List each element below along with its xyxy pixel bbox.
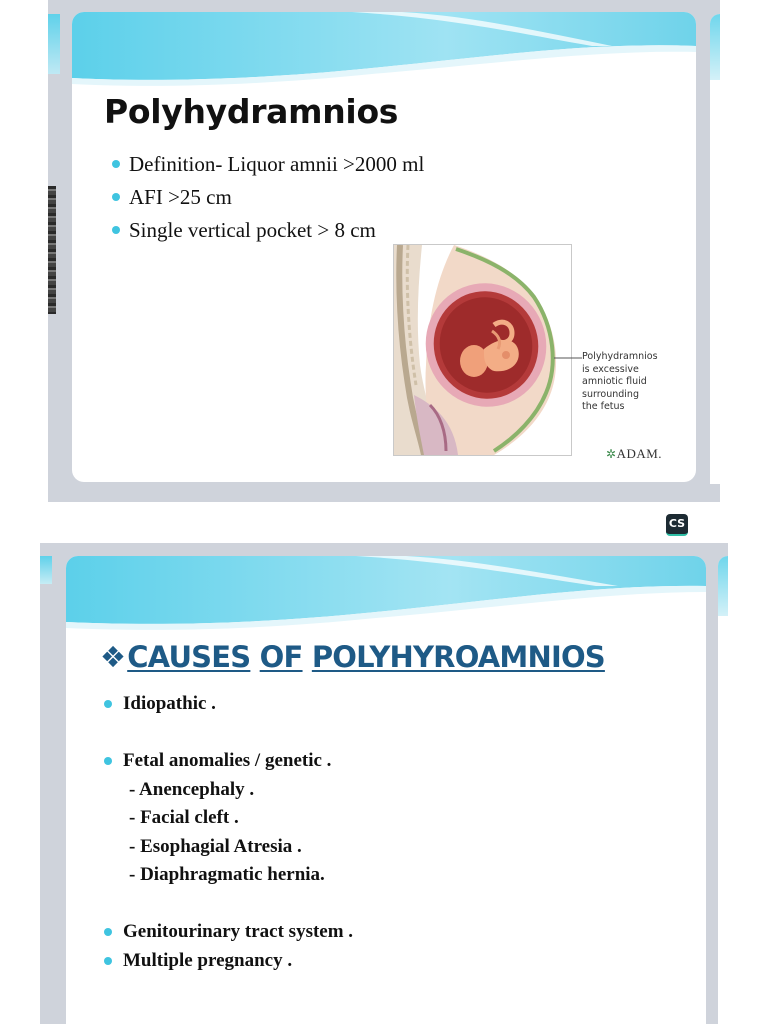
caption-line: surrounding xyxy=(582,388,639,400)
leaf-logo-icon: ✲ xyxy=(606,447,617,461)
bullet-dot-icon xyxy=(112,226,120,234)
list-item-text: Idiopathic . xyxy=(123,693,216,714)
list-item xyxy=(112,181,424,214)
list-spacer xyxy=(104,890,353,919)
causes-list xyxy=(104,690,353,975)
list-item xyxy=(104,747,353,776)
list-item-text: Definition- Liquor amnii >2000 ml xyxy=(129,152,425,176)
bullet-dot-icon xyxy=(112,160,120,168)
adjacent-slide-edge-left xyxy=(40,556,52,584)
bullet-dot-icon xyxy=(104,757,112,765)
title-word: OF xyxy=(259,640,303,674)
slide-causes xyxy=(66,556,706,1024)
title-word: CAUSES xyxy=(127,640,251,674)
adjacent-slide-edge-right xyxy=(710,14,720,484)
list-item xyxy=(104,947,353,976)
anatomy-illustration xyxy=(393,244,572,456)
adjacent-slide-edge-right xyxy=(718,556,728,1024)
figure-caption xyxy=(582,351,672,414)
bullet-dot-icon xyxy=(104,700,112,708)
list-item xyxy=(112,214,424,247)
adjacent-slide-edge-left xyxy=(48,14,60,74)
slide-title: Polyhydramnios xyxy=(104,92,399,131)
bullet-dot-icon xyxy=(104,957,112,965)
header-wave-decoration xyxy=(72,12,696,102)
sub-list-item: - Diaphragmatic hernia. xyxy=(129,864,325,885)
list-item xyxy=(112,148,424,181)
caption-line: amniotic fluid xyxy=(582,376,647,387)
definition-list xyxy=(112,148,424,247)
adam-credit xyxy=(606,446,662,462)
sub-list-item: - Anencephaly . xyxy=(129,778,255,800)
bullet-dot-icon xyxy=(104,928,112,936)
list-item-text: Genitourinary tract system . xyxy=(123,921,354,942)
credit-text: ADAM. xyxy=(616,446,663,461)
bullet-dot-icon xyxy=(112,193,120,201)
sub-list-item: - Esophagial Atresia . xyxy=(129,835,302,857)
list-item-text: AFI >25 cm xyxy=(129,185,232,209)
diamond-star-icon: ❖ xyxy=(100,640,126,674)
caption-line: Polyhydramnios xyxy=(582,351,658,362)
sub-list-item: - Facial cleft . xyxy=(129,807,239,828)
caption-line: the fetus xyxy=(582,401,625,412)
list-item-text: Multiple pregnancy . xyxy=(123,949,293,971)
slide-title xyxy=(100,640,605,674)
list-item-text: Fetal anomalies / genetic . xyxy=(123,750,332,771)
scan-artifact-strip xyxy=(48,186,56,314)
caption-line: is excessive xyxy=(582,363,639,375)
list-item xyxy=(104,918,353,947)
header-wave-decoration xyxy=(66,556,706,646)
list-item xyxy=(104,690,353,719)
list-item-text: Single vertical pocket > 8 cm xyxy=(129,218,376,242)
caption-leader-line xyxy=(554,352,584,372)
camscanner-badge: CS xyxy=(666,514,688,536)
uterus-fetus-illustration xyxy=(394,245,571,455)
slide-polyhydramnios xyxy=(72,12,696,482)
list-spacer xyxy=(104,719,353,748)
title-word: POLYHYROAMNIOS xyxy=(311,640,605,674)
